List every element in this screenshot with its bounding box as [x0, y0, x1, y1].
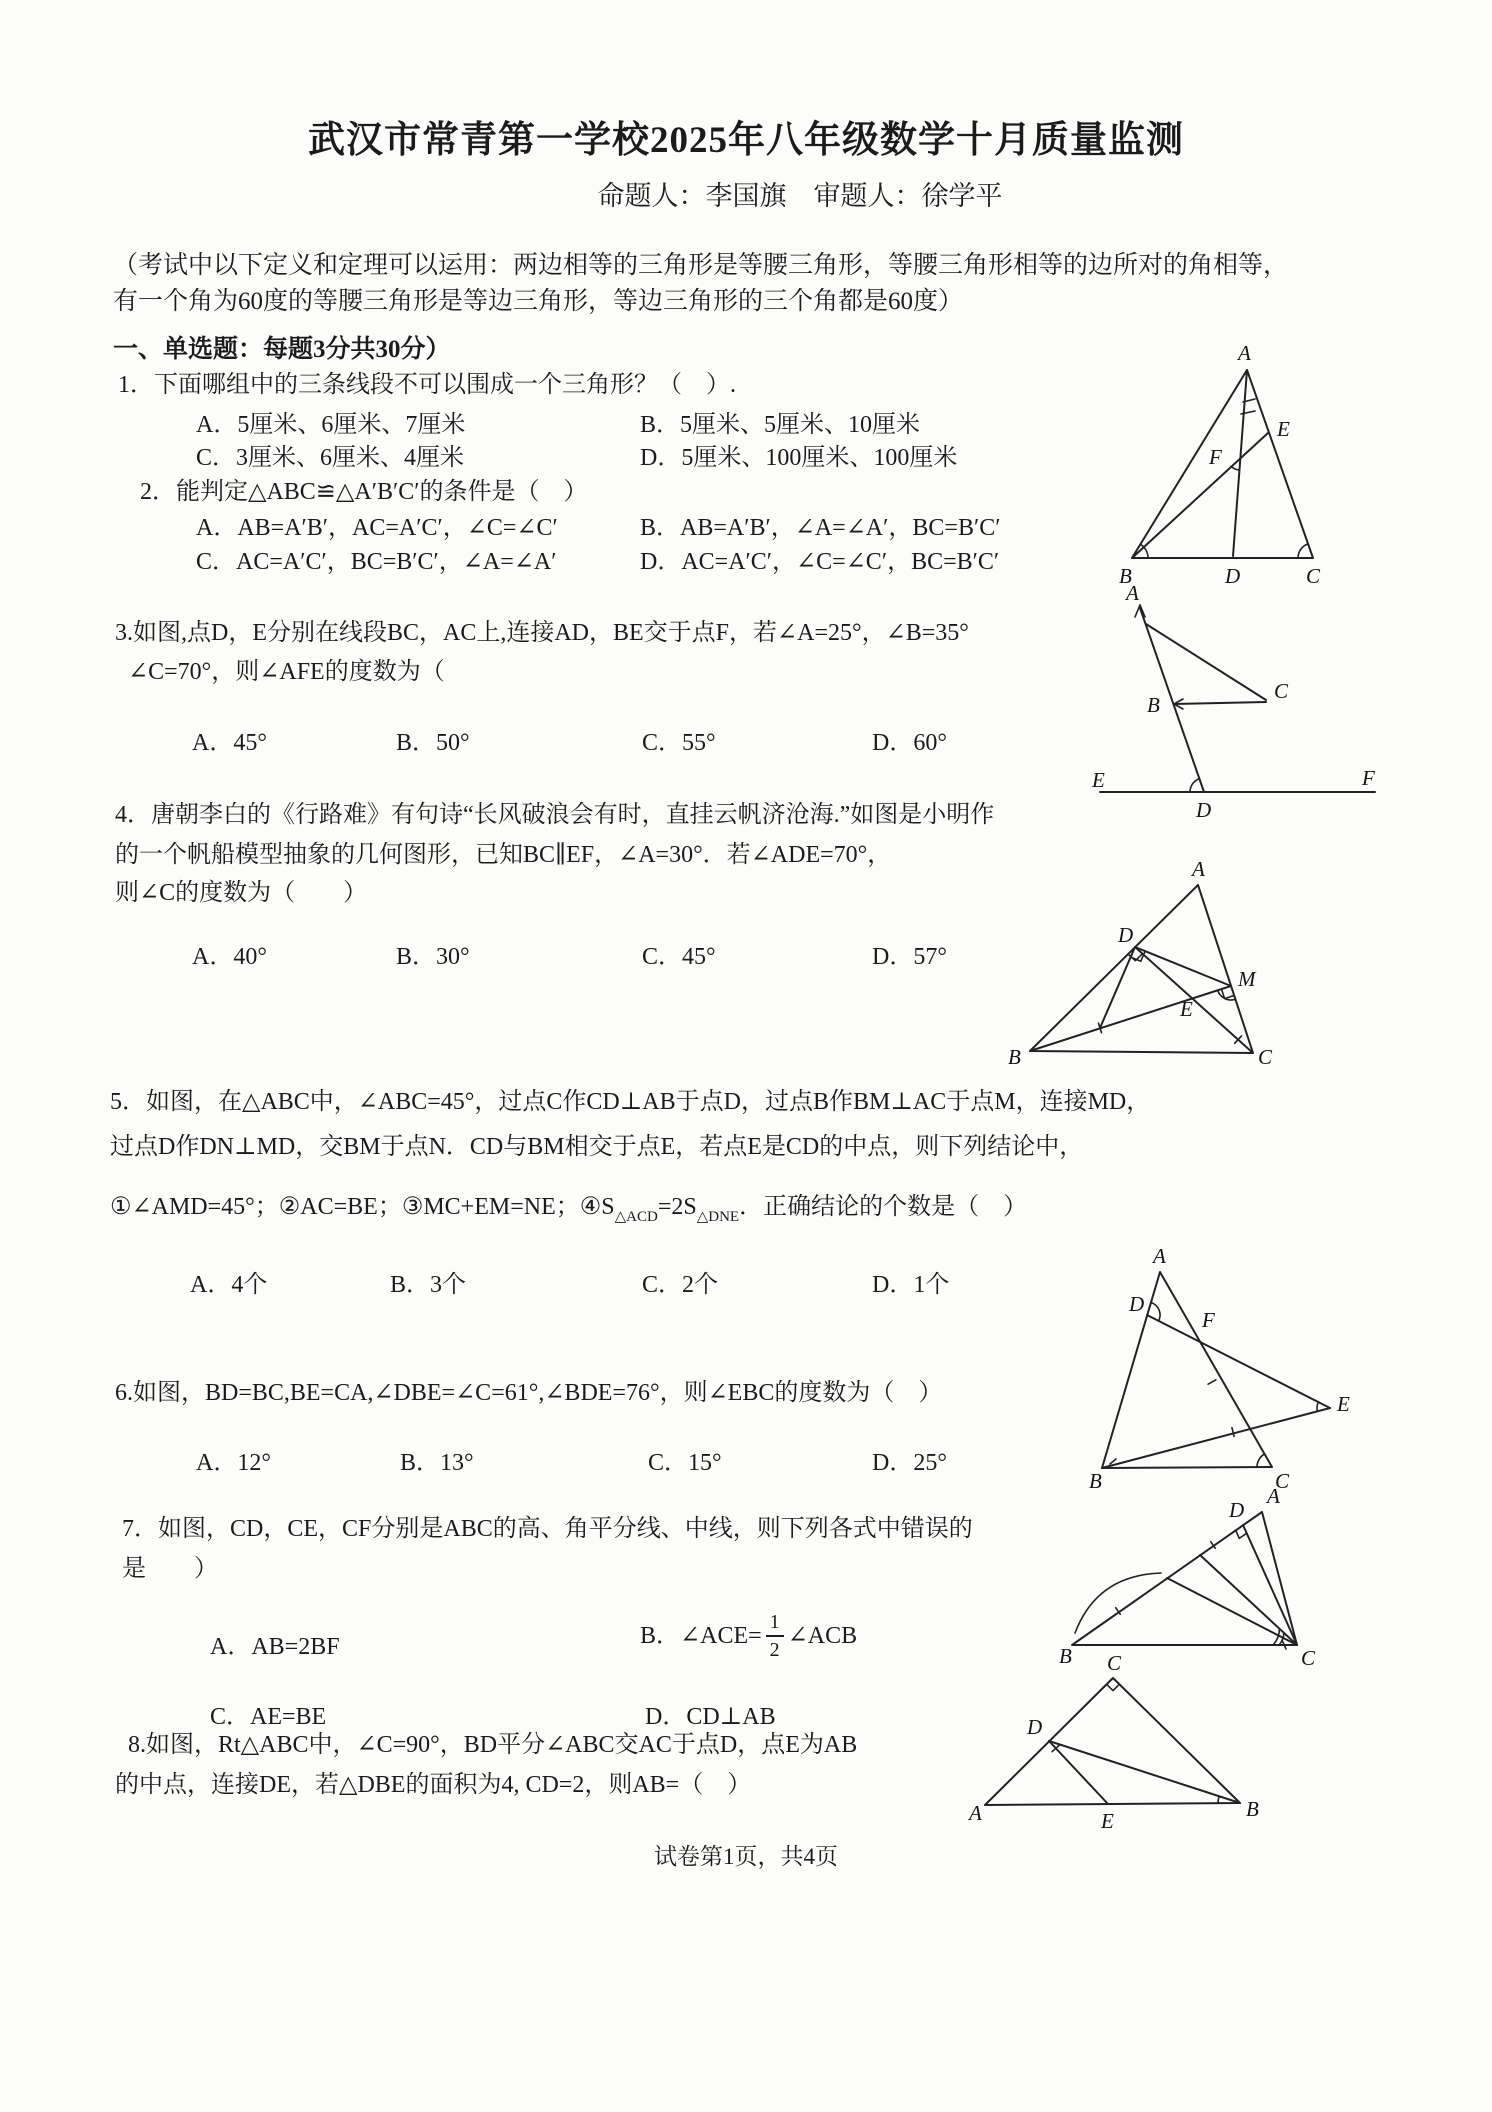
- q3-label-F: F: [1209, 445, 1222, 469]
- q8-stem-line2: 的中点，连接DE，若△DBE的面积为4, CD=2，则AB=（ ）: [115, 1772, 752, 1798]
- q4-option-b: B．30°: [396, 944, 470, 970]
- q7-label-D: D: [1229, 1498, 1245, 1522]
- q3-label-B: B: [1119, 564, 1132, 588]
- figure-q8-right-triangle: [965, 1651, 1260, 1833]
- figure-q5-altitudes: [1000, 858, 1285, 1073]
- q4-label-A: A: [1126, 581, 1139, 605]
- q2-option-b: B．AB=A′B′，∠A=∠A′，BC=B′C′: [640, 515, 1001, 541]
- q2-stem: 2．能判定△ABC≌△A′B′C′的条件是（ ）: [140, 479, 588, 505]
- q4-option-a: A．40°: [192, 944, 267, 970]
- q5-equals: =2S: [657, 1194, 697, 1220]
- q7-option-b-suffix: ∠ACB: [787, 1623, 858, 1649]
- q3-stem-line1: 3.如图,点D，E分别在线段BC，AC上,连接AD，BE交于点F，若∠A=25°，∠B=35°: [115, 620, 969, 646]
- q5-conclusions: ①∠AMD=45°；②AC=BE；③MC+EM=NE；④S: [110, 1194, 615, 1220]
- figure-q6-triangle: [1085, 1245, 1375, 1500]
- q6-label-C: C: [1275, 1469, 1290, 1493]
- q1-option-d: D．5厘米、100厘米、100厘米: [640, 445, 958, 471]
- q7-label-B: B: [1059, 1644, 1072, 1668]
- figure-q7-cevians: [1055, 1485, 1330, 1675]
- q5-option-d: D．1个: [872, 1272, 950, 1298]
- q2-option-c: C．AC=A′C′，BC=B′C′，∠A=∠A′: [196, 549, 557, 575]
- q7-option-b: [640, 1612, 857, 1660]
- q1-option-c: C．3厘米、6厘米、4厘米: [196, 445, 465, 471]
- q3-label-C: C: [1306, 564, 1321, 588]
- q7-stem-line2: 是 ）: [122, 1556, 218, 1582]
- q7-stem-line1: 7．如图，CD，CE，CF分别是ABC的高、角平分线、中线，则下列各式中错误的: [122, 1516, 973, 1542]
- q4-option-d: D．57°: [872, 944, 947, 970]
- q6-stem: 6.如图，BD=BC,BE=CA,∠DBE=∠C=61°,∠BDE=76°，则∠EBC的度数为（ ）: [115, 1380, 943, 1406]
- q7-fraction: [766, 1612, 784, 1660]
- q4-label-E: E: [1092, 768, 1105, 792]
- q5-label-B: B: [1008, 1045, 1021, 1069]
- q6-option-c: C．15°: [648, 1450, 722, 1476]
- q1-stem: 1．下面哪组中的三条线段不可以围成一个三角形？（ ）.: [118, 372, 736, 398]
- q4-stem-line1: 4．唐朝李白的《行路难》有句诗“长风破浪会有时，直挂云帆济沧海.”如图是小明作: [115, 802, 995, 828]
- q8-label-A: A: [969, 1801, 982, 1825]
- q3-option-d: D．60°: [872, 730, 947, 756]
- q8-label-B: B: [1246, 1797, 1259, 1821]
- q5-label-C: C: [1258, 1045, 1273, 1069]
- q5-option-c: C．2个: [642, 1272, 719, 1298]
- q7-fraction-numerator: 1: [766, 1612, 784, 1637]
- q2-option-d: D．AC=A′C′，∠C=∠C′，BC=B′C′: [640, 549, 1000, 575]
- q6-option-a: A．12°: [196, 1450, 271, 1476]
- q7-label-C: C: [1301, 1646, 1316, 1670]
- q8-label-C: C: [1107, 1651, 1122, 1675]
- q5-stem-line3: [110, 1192, 1027, 1227]
- q5-label-D: D: [1118, 923, 1134, 947]
- q7-option-c: C．AE=BE: [210, 1704, 327, 1730]
- q5-label-E: E: [1180, 997, 1193, 1021]
- q7-fraction-denominator: 2: [769, 1639, 780, 1661]
- q1-option-b: B．5厘米、5厘米、10厘米: [640, 412, 921, 438]
- q5-tail: ．正确结论的个数是（ ）: [739, 1194, 1028, 1220]
- q7-option-a: A．AB=2BF: [210, 1634, 340, 1660]
- q3-label-D: D: [1225, 564, 1241, 588]
- q3-option-c: C．55°: [642, 730, 716, 756]
- figure-q4-sailboat: [1090, 580, 1390, 820]
- q4-stem-line2: 的一个帆船模型抽象的几何图形，已知BC∥EF，∠A=30°．若∠ADE=70°，: [115, 842, 892, 868]
- q5-option-b: B．3个: [390, 1272, 467, 1298]
- q6-label-A: A: [1153, 1244, 1166, 1268]
- exam-note-line2: 有一个角为60度的等腰三角形是等边三角形，等边三角形的三个角都是60度）: [113, 288, 964, 315]
- q1-option-a: A．5厘米、6厘米、7厘米: [196, 412, 466, 438]
- q4-label-F: F: [1362, 766, 1375, 790]
- q4-stem-line3: 则∠C的度数为（ ）: [115, 880, 368, 906]
- q5-stem-line2: 过点D作DN⊥MD，交BM于点N．CD与BM相交于点E，若点E是CD的中点，则下列结论中，: [110, 1134, 1084, 1160]
- exam-note-line1: （考试中以下定义和定理可以运用：两边相等的三角形是等腰三角形，等腰三角形相等的边所对的角相等，: [113, 252, 1289, 279]
- q3-label-E: E: [1277, 417, 1290, 441]
- q2-option-a: A．AB=A′B′，AC=A′C′，∠C=∠C′: [196, 515, 558, 541]
- q7-option-d: D．CD⊥AB: [645, 1704, 776, 1730]
- q3-label-A: A: [1238, 341, 1251, 365]
- q4-label-C: C: [1274, 679, 1289, 703]
- q6-label-D: D: [1129, 1292, 1145, 1316]
- page-footer: 试卷第1页，共4页: [654, 1844, 838, 1869]
- q6-label-F: F: [1202, 1308, 1215, 1332]
- q3-option-a: A．45°: [192, 730, 267, 756]
- q5-stem-line1: 5．如图，在△ABC中，∠ABC=45°，过点C作CD⊥AB于点D，过点B作BM⊥AC于点M，连接MD，: [110, 1089, 1151, 1115]
- q8-label-E: E: [1101, 1809, 1114, 1833]
- q6-option-d: D．25°: [872, 1450, 947, 1476]
- authors-line: 命题人：李国旗 审题人：徐学平: [597, 181, 1003, 211]
- q4-label-B: B: [1147, 693, 1160, 717]
- page-title: 武汉市常青第一学校2025年八年级数学十月质量监测: [308, 120, 1184, 161]
- q5-option-a: A．4个: [190, 1272, 268, 1298]
- q8-label-D: D: [1027, 1715, 1043, 1739]
- q5-label-M: M: [1238, 967, 1256, 991]
- q3-option-b: B．50°: [396, 730, 470, 756]
- q6-option-b: B．13°: [400, 1450, 474, 1476]
- q7-option-b-prefix: B．∠ACE=: [640, 1623, 762, 1649]
- section-header: 一、单选题：每题3分共30分）: [113, 336, 451, 363]
- figure-q3-triangle: [1105, 340, 1340, 600]
- q6-label-B: B: [1089, 1469, 1102, 1493]
- q6-label-E: E: [1337, 1392, 1350, 1416]
- q4-option-c: C．45°: [642, 944, 716, 970]
- q3-stem-line2: ∠C=70°，则∠AFE的度数为（: [128, 659, 445, 685]
- q5-label-A: A: [1192, 857, 1205, 881]
- q4-label-D: D: [1196, 798, 1212, 822]
- q7-label-A: A: [1267, 1484, 1280, 1508]
- q5-subscript-dne: △DNE: [696, 1209, 740, 1225]
- q8-stem-line1: 8.如图，Rt△ABC中，∠C=90°，BD平分∠ABC交AC于点D，点E为AB: [128, 1732, 858, 1758]
- q5-subscript-acd: △ACD: [614, 1209, 658, 1225]
